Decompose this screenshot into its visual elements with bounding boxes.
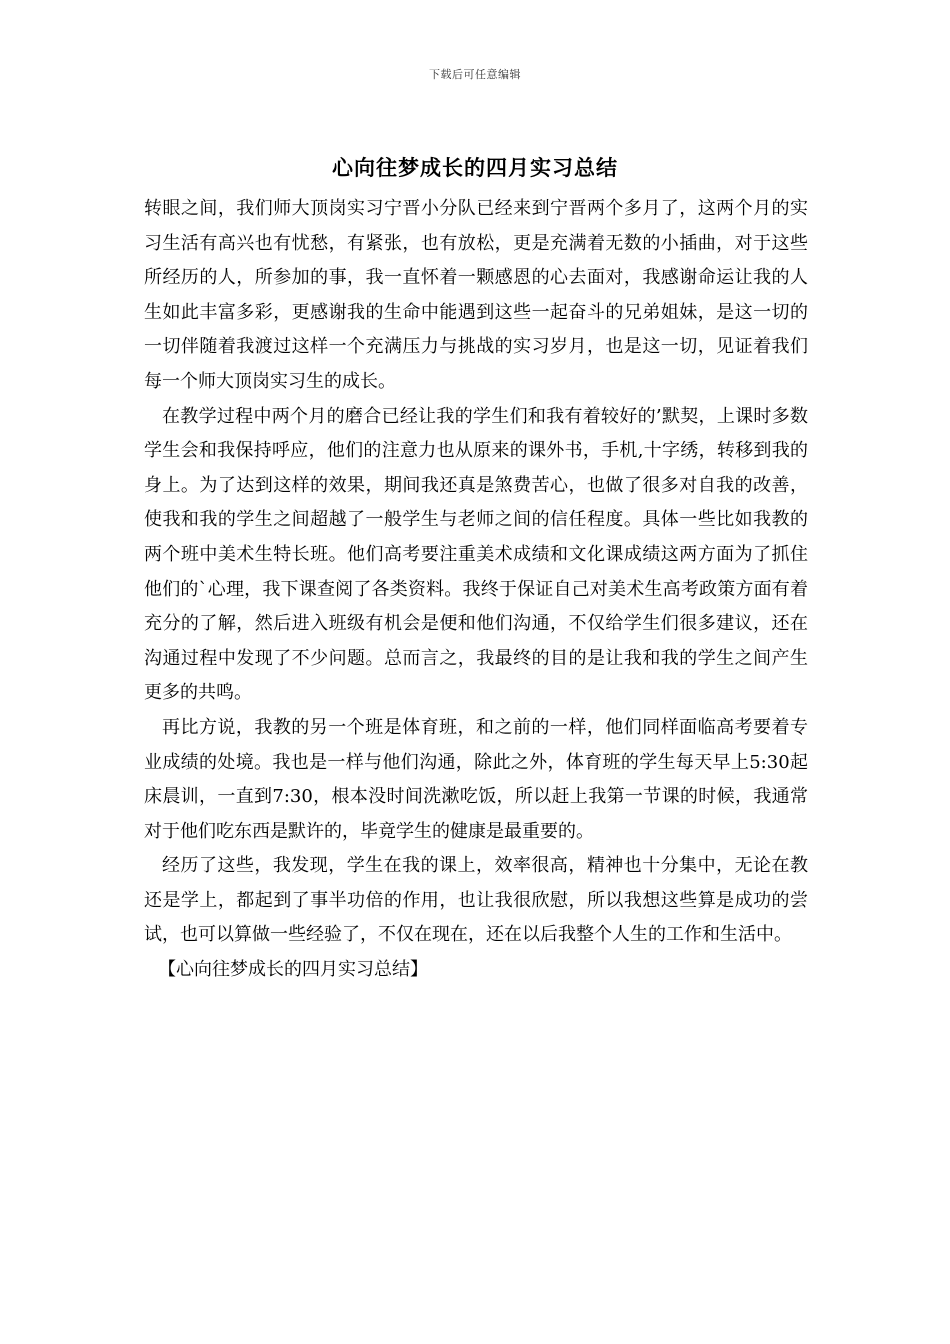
document-title: 心向往梦成长的四月实习总结: [332, 155, 618, 180]
header-note: 下载后可任意编辑: [429, 68, 521, 81]
paragraph-2: 在教学过程中两个月的磨合已经让我的学生们和我有着较好的’默契，上课时多数学生会和我保持呼应，他们的注意力也从原来的课外书，手机,十字绣，转移到我的身上。为了达到这样的效果，期间我还真是煞费苦心，也做了很多对自我的改善，使我和我的学生之间超越了一般学生与老师之间的信任程度。具体一些比如我教的两个班中美术生特长班。他们高考要注重美术成绩和文化课成绩这两方面为了抓住他们的`心理，我下课查阅了各类资料。我终于保证自己对美术生高考政策方面有着充分的了解，然后进入班级有机会是便和他们沟通，不仅给学生们很多建议，还在沟通过程中发现了不少问题。总而言之，我最终的目的是让我和我的学生之间产生更多的共鸣。: [144, 405, 808, 704]
paragraph-3: 再比方说，我教的另一个班是体育班，和之前的一样，他们同样面临高考要着专业成绩的处境。我也是一样与他们沟通，除此之外，体育班的学生每天早上5:30起床晨训，一直到7:30，根本没时间洗漱吃饭，所以赶上我第一节课的时候，我通常对于他们吃东西是默许的，毕竟学生的健康是最重要的。: [144, 716, 808, 842]
paragraph-1: 转眼之间，我们师大顶岗实习宁晋小分队已经来到宁晋两个多月了，这两个月的实习生活有高兴也有忧愁，有紧张，也有放松，更是充满着无数的小插曲，对于这些所经历的人，所参加的事，我一直怀着一颗感恩的心去面对，我感谢命运让我的人生如此丰富多彩，更感谢我的生命中能遇到这些一起奋斗的兄弟姐妹，是这一切的一切伴随着我渡过这样一个充满压力与挑战的实习岁月，也是这一切，见证着我们每一个师大顶岗实习生的成长。: [144, 198, 808, 392]
document-body: [144, 192, 808, 988]
paragraph-4: 经历了这些，我发现，学生在我的课上，效率很高，精神也十分集中，无论在教还是学上，都起到了事半功倍的作用，也让我很欣慰，所以我想这些算是成功的尝试，也可以算做一些经验了，不仅在现在，还在以后我整个人生的工作和生活中。: [144, 855, 808, 946]
closing-line: 【心向往梦成长的四月实习总结】: [158, 959, 428, 981]
